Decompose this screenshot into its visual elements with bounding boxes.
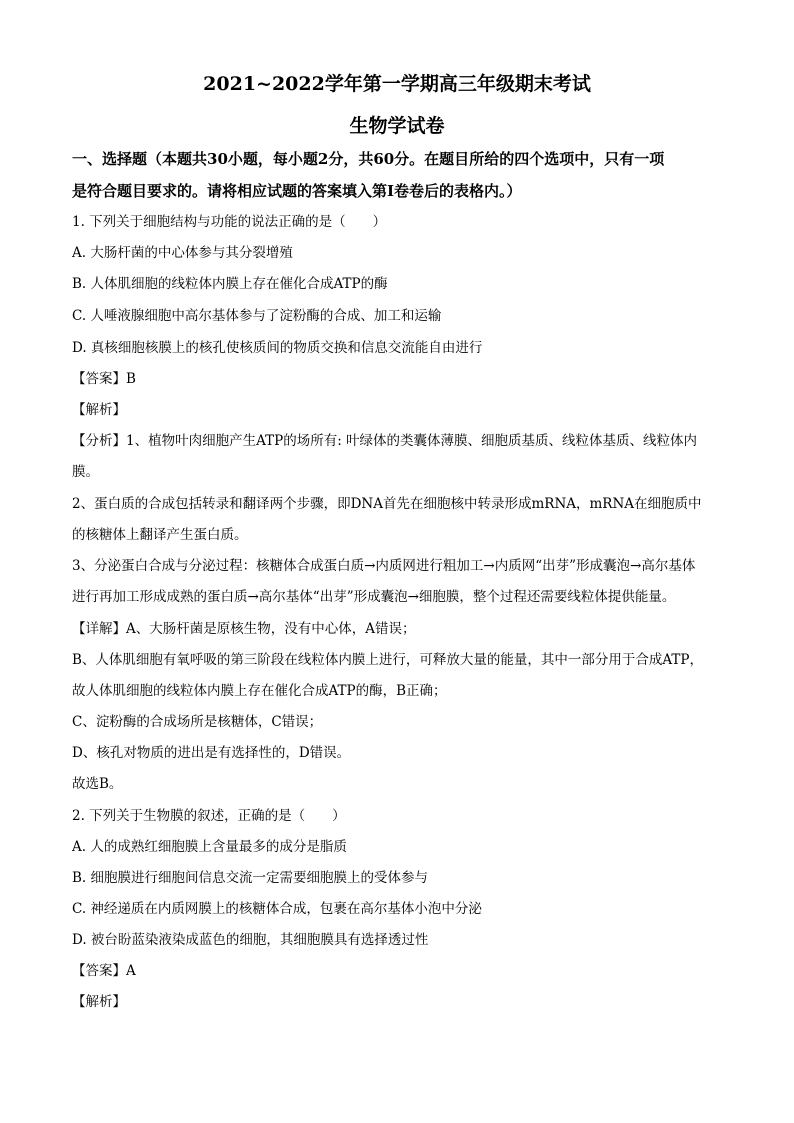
analysis-tag: 【解析】 xyxy=(72,994,126,1010)
q1-analysis-tag xyxy=(72,400,724,420)
q2-option-d: D. 被台盼蓝染液染成蓝色的细胞，其细胞膜具有选择透过性 xyxy=(72,932,429,948)
q1-option-d: D. 真核细胞核膜上的核孔使核质间的物质交换和信息交流能自由进行 xyxy=(72,340,483,356)
q2-answer xyxy=(72,961,724,981)
exam-title: 2021~2022学年第一学期高三年级期末考试 xyxy=(203,73,591,95)
q1-stem: 1. 下列关于细胞结构与功能的说法正确的是（ ） xyxy=(72,214,387,230)
analysis-tag: 【解析】 xyxy=(72,402,126,418)
q2-analysis-tag xyxy=(72,992,724,1012)
q1-xiangjie-c: C、淀粉酶的合成场所是核糖体，C错误； xyxy=(72,714,323,730)
answer-tag: 【答案】 xyxy=(72,371,126,387)
answer-value: A xyxy=(126,963,136,979)
exam-subtitle: 生物学试卷 xyxy=(349,115,445,137)
q1-xiangjie-b1: B、人体肌细胞有氧呼吸的第三阶段在线粒体内膜上进行，可释放大量的能量，其中一部分用于合成ATP， xyxy=(72,652,704,668)
xiangjie-tag: 【详解】 xyxy=(72,621,126,637)
section-instructions-line-1: 一、选择题（本题共30小题，每小题2分，共60分。在题目所给的四个选项中，只有一项 xyxy=(72,150,665,168)
q2-option-a: A. 人的成熟红细胞膜上含量最多的成分是脂质 xyxy=(72,839,347,855)
q1-xiangjie-b2: 故人体肌细胞的线粒体内膜上存在催化合成ATP的酶，B正确； xyxy=(72,683,447,699)
q1-option-c: C. 人唾液腺细胞中高尔基体参与了淀粉酶的合成、加工和运输 xyxy=(72,308,442,324)
q1-xiangjie-a xyxy=(72,619,724,639)
q1-fenxi-1b: 膜。 xyxy=(72,464,99,480)
answer-tag: 【答案】 xyxy=(72,963,126,979)
q1-option-a: A. 大肠杆菌的中心体参与其分裂增殖 xyxy=(72,245,293,261)
q1-conclusion: 故选B。 xyxy=(72,776,123,792)
q1-fenxi-1a xyxy=(72,431,724,451)
q2-option-b: B. 细胞膜进行细胞间信息交流一定需要细胞膜上的受体参与 xyxy=(72,870,429,886)
section-instructions-line-2: 是符合题目要求的。请将相应试题的答案填入第Ⅰ卷卷后的表格内。） xyxy=(72,182,522,200)
q1-fenxi-2a: 2、蛋白质的合成包括转录和翻译两个步骤，即DNA首先在细胞核中转录形成mRNA，mRNA在细胞质中 xyxy=(72,496,702,512)
q1-xiangjie-d: D、核孔对物质的进出是有选择性的，D错误。 xyxy=(72,745,351,761)
q1-fenxi-3a: 3、分泌蛋白合成与分泌过程：核糖体合成蛋白质→内质网进行粗加工→内质网“出芽”形成囊泡→高尔基体 xyxy=(72,558,696,574)
q2-option-c: C. 神经递质在内质网膜上的核糖体合成，包裹在高尔基体小泡中分泌 xyxy=(72,901,482,917)
q2-stem: 2. 下列关于生物膜的叙述，正确的是（ ） xyxy=(72,808,346,824)
fenxi-tag: 【分析】 xyxy=(72,433,126,449)
q1-option-b: B. 人体肌细胞的线粒体内膜上存在催化合成ATP的酶 xyxy=(72,276,388,292)
answer-value: B xyxy=(126,371,136,387)
q1-answer xyxy=(72,369,724,389)
xiangjie-text: A、大肠杆菌是原核生物，没有中心体，A错误； xyxy=(126,621,416,637)
q1-fenxi-2b: 的核糖体上翻译产生蛋白质。 xyxy=(72,527,248,543)
q1-fenxi-3b: 进行再加工形成成熟的蛋白质→高尔基体“出芽”形成囊泡→细胞膜，整个过程还需要线粒体提供能量。 xyxy=(72,589,676,605)
fenxi-text: 1、植物叶肉细胞产生ATP的场所有: 叶绿体的类囊体薄膜、细胞质基质、线粒体基质、线粒体内 xyxy=(126,433,698,449)
